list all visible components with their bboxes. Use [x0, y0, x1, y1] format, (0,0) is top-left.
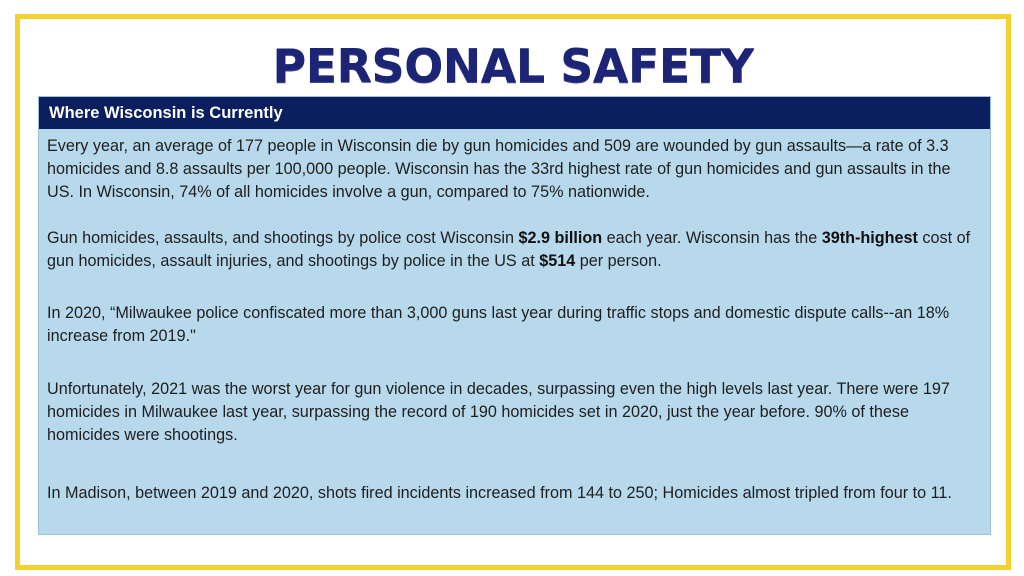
- cost-rank: 39th-highest: [821, 229, 918, 247]
- cost-text-1: Gun homicides, assaults, and shootings by police cost Wisconsin: [47, 229, 519, 247]
- slide: [15, 14, 1011, 570]
- cost-total: $2.9 billion: [518, 229, 603, 247]
- paragraph-cost: [47, 227, 976, 273]
- page-title: PERSONAL SAFETY: [272, 39, 754, 93]
- paragraph-2021-violence: Unfortunately, 2021 was the worst year for gun violence in decades, surpassing even the high levels last year. There were 197 homicides in Milwaukee last year, surpassing the record of 190 homicides set in 2020, just the year before. 90% of these homicides were shootings.: [47, 380, 950, 444]
- section-header: Where Wisconsin is Currently: [39, 97, 990, 129]
- paragraph-gun-stats: Every year, an average of 177 people in Wisconsin die by gun homicides and 509 are wounded by gun assaults—a rate of 3.3 homicides and 8.8 assaults per 100,000 people. Wisconsin has the 33rd highest rate of gun homicides and gun assaults in the US. In Wisconsin, 74% of all homicides involve a gun, compared to 75% nationwide.: [47, 137, 951, 201]
- cost-per-person: $514: [539, 252, 576, 270]
- cost-text-4: per person.: [575, 252, 662, 270]
- cost-text-3: cost of gun homicides, assault injuries, and shootings by police in the US at: [47, 229, 971, 270]
- paragraph-milwaukee-guns: In 2020, “Milwaukee police confiscated more than 3,000 guns last year during traffic stops and domestic dispute calls--an 18% increase from 2019.": [47, 304, 950, 345]
- content-panel: [38, 96, 991, 535]
- section-body: [39, 129, 990, 505]
- paragraph-madison: In Madison, between 2019 and 2020, shots fired incidents increased from 144 to 250; Homicides almost tripled from four to 11.: [47, 484, 952, 502]
- cost-text-2: each year. Wisconsin has the: [602, 229, 822, 247]
